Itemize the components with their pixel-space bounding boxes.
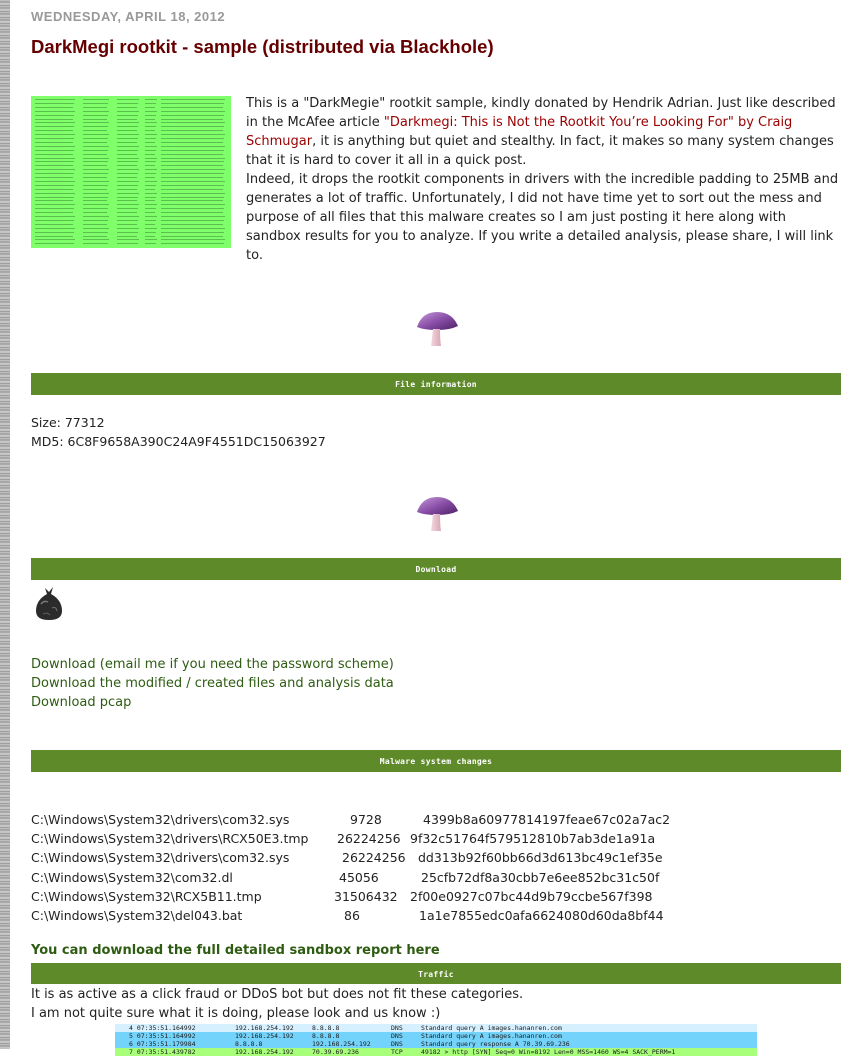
thumbnail-line	[117, 228, 139, 229]
thumbnail-line	[83, 212, 107, 213]
packet-src: 192.168.254.192	[235, 1032, 294, 1040]
list-item	[31, 868, 771, 887]
packet-proto: DNS	[391, 1040, 403, 1048]
list-item	[31, 848, 771, 867]
thumbnail-line	[145, 208, 156, 209]
list-item	[31, 906, 771, 925]
thumbnail-line	[145, 232, 156, 233]
thumbnail-line	[35, 169, 75, 170]
thumbnail-line	[35, 126, 74, 127]
thumbnail-line	[117, 185, 138, 186]
thumbnail-line	[35, 161, 74, 162]
thumbnail-line	[117, 224, 137, 225]
file-path: C:\Windows\System32\com32.dl	[31, 869, 233, 885]
thumbnail-line	[161, 204, 225, 205]
thumbnail-line	[117, 197, 138, 198]
thumbnail-line	[145, 134, 157, 135]
thumbnail-line	[35, 107, 73, 108]
thumbnail-line	[83, 173, 108, 174]
thumbnail-line	[83, 154, 107, 155]
thumbnail-line	[117, 122, 139, 123]
thumbnail-line	[161, 177, 223, 178]
system-changes-header: Malware system changes	[31, 750, 841, 772]
thumbnail-line	[161, 220, 224, 221]
mushroom-icon	[414, 309, 460, 349]
packet-no-time: 7 07:35:51.439782	[129, 1048, 196, 1056]
thumbnail-line	[161, 173, 224, 174]
thumbnail-line	[117, 216, 139, 217]
thumbnail-line	[117, 165, 137, 166]
thumbnail-line	[83, 232, 108, 233]
thumbnail-line	[83, 119, 107, 120]
file-hash: 9f32c51764f579512810b7ab3de1a91a	[410, 831, 656, 847]
file-size: 45056	[339, 869, 379, 885]
thumbnail-line	[145, 161, 156, 162]
thumbnail-line	[145, 193, 157, 194]
screenshot-thumbnail[interactable]	[31, 96, 231, 248]
packet-row	[115, 1024, 757, 1032]
thumbnail-line	[35, 138, 74, 139]
thumbnail-line	[35, 200, 73, 201]
thumbnail-line	[83, 204, 109, 205]
thumbnail-line	[35, 193, 75, 194]
thumbnail-line	[83, 185, 108, 186]
file-info	[31, 413, 326, 451]
traffic-header: Traffic	[31, 963, 841, 984]
packet-proto: DNS	[391, 1024, 403, 1032]
thumbnail-line	[117, 220, 138, 221]
thumbnail-line	[145, 154, 155, 155]
thumbnail-line	[83, 99, 109, 100]
thumbnail-line	[161, 138, 224, 139]
thumbnail-line	[145, 103, 156, 104]
thumbnail-line	[161, 99, 225, 100]
thumbnail-line	[35, 212, 73, 213]
thumbnail-line	[161, 107, 223, 108]
download-files-link[interactable]: Download the modified / created files and analysis data	[31, 676, 394, 691]
thumbnail-line	[35, 224, 73, 225]
thumbnail-line	[35, 119, 73, 120]
download-sample-link[interactable]: Download (email me if you need the password scheme)	[31, 657, 394, 672]
thumbnail-line	[83, 193, 109, 194]
packet-info: Standard query response A 70.39.69.236	[421, 1040, 570, 1048]
thumbnail-line	[161, 161, 224, 162]
list-item	[31, 887, 771, 906]
thumbnail-line	[145, 158, 157, 159]
thumbnail-line	[83, 122, 109, 123]
sandbox-report-link[interactable]: You can download the full detailed sandbox report here	[31, 943, 440, 958]
file-size: 26224256	[337, 831, 401, 847]
thumbnail-line	[117, 146, 139, 147]
thumbnail-line	[145, 173, 156, 174]
file-hash: dd313b92f60bb66d3d613bc49c1ef35e	[418, 850, 663, 866]
thumbnail-line	[117, 126, 138, 127]
packet-src: 8.8.8.8	[235, 1040, 263, 1048]
thumbnail-line	[83, 142, 107, 143]
list-item	[31, 810, 771, 829]
thumbnail-line	[145, 220, 156, 221]
thumbnail-line	[117, 236, 137, 237]
file-size: 26224256	[342, 850, 406, 866]
thumbnail-line	[145, 239, 157, 240]
thumbnail-line	[83, 181, 109, 182]
file-size: Size: 77312	[31, 415, 105, 430]
mcafee-article-link[interactable]: "Darkmegi: This is Not the Rootkit You’re Looking For" by Craig Schmugar	[246, 115, 793, 149]
thumbnail-line	[117, 212, 137, 213]
thumbnail-line	[83, 107, 107, 108]
packet-src: 192.168.254.192	[235, 1024, 294, 1032]
thumbnail-line	[161, 212, 223, 213]
thumbnail-line	[35, 220, 74, 221]
packet-row	[115, 1032, 757, 1040]
thumbnail-line	[83, 177, 107, 178]
thumbnail-line	[161, 232, 224, 233]
packet-no-time: 4 07:35:51.164992	[129, 1024, 196, 1032]
packet-dst: 8.8.8.8	[312, 1024, 340, 1032]
thumbnail-line	[83, 111, 109, 112]
thumbnail-line	[83, 161, 108, 162]
thumbnail-line	[83, 138, 108, 139]
thumbnail-line	[161, 193, 225, 194]
thumbnail-line	[83, 165, 107, 166]
thumbnail-line	[35, 134, 75, 135]
thumbnail-line	[83, 130, 107, 131]
thumbnail-line	[161, 224, 223, 225]
thumbnail-line	[117, 243, 138, 244]
thumbnail-line	[145, 119, 155, 120]
thumbnail-line	[117, 239, 139, 240]
thumbnail-line	[35, 181, 75, 182]
thumbnail-line	[145, 189, 155, 190]
download-header: Download	[31, 558, 841, 580]
thumbnail-line	[161, 189, 223, 190]
thumbnail-line	[145, 138, 156, 139]
file-hash: 25cfb72df8a30cbb7e6ee852bc31c50f	[421, 869, 660, 885]
packet-info: 49182 > http [SYN] Seq=0 Win=8192 Len=0 MSS=1460 WS=4 SACK_PERM=1	[421, 1048, 676, 1056]
thumbnail-line	[35, 208, 74, 209]
thumbnail-line	[145, 122, 157, 123]
thumbnail-line	[145, 177, 155, 178]
thumbnail-line	[161, 243, 224, 244]
thumbnail-line	[117, 177, 137, 178]
thumbnail-line	[117, 193, 139, 194]
file-md5: MD5: 6C8F9658A390C24A9F4551DC15063927	[31, 434, 326, 449]
packet-row	[115, 1048, 757, 1056]
thumbnail-line	[117, 173, 138, 174]
thumbnail-line	[117, 161, 138, 162]
thumbnail-line	[117, 111, 139, 112]
thumbnail-line	[117, 142, 137, 143]
thumbnail-line	[161, 146, 225, 147]
file-size: 86	[344, 907, 360, 923]
thumbnail-line	[35, 158, 75, 159]
intro-text	[246, 94, 840, 265]
thumbnail-line	[35, 150, 74, 151]
thumbnail-line	[145, 236, 155, 237]
thumbnail-line	[83, 228, 109, 229]
thumbnail-line	[117, 204, 139, 205]
thumbnail-line	[145, 228, 157, 229]
thumbnail-line	[35, 216, 75, 217]
thumbnail-line	[161, 208, 224, 209]
thumbnail-line	[35, 232, 74, 233]
file-size: 31506432	[334, 888, 398, 904]
thumbnail-line	[35, 111, 75, 112]
thumbnail-line	[117, 130, 137, 131]
thumbnail-line	[83, 126, 108, 127]
thumbnail-line	[145, 150, 156, 151]
intro-paragraph-1-end: , it is anything but quiet and stealthy. In fact, it makes so many system changes that it is hard to cover it all in a quick post.	[246, 134, 834, 168]
thumbnail-line	[145, 165, 155, 166]
thumbnail-line	[145, 197, 156, 198]
thumbnail-line	[117, 232, 138, 233]
list-item	[31, 829, 771, 848]
thumbnail-line	[145, 115, 156, 116]
thumbnail-line	[83, 158, 109, 159]
thumbnail-line	[161, 200, 223, 201]
thumbnail-line	[145, 181, 157, 182]
thumbnail-line	[35, 243, 74, 244]
packet-src: 192.168.254.192	[235, 1048, 294, 1056]
file-path: C:\Windows\System32\drivers\RCX50E3.tmp	[31, 831, 309, 847]
thumbnail-line	[35, 142, 73, 143]
intro-paragraph-2: Indeed, it drops the rootkit components in drivers with the incredible padding to 25MB and generates a lot of traffic. Unfortunately, I did not have time yet to sort out the mess and purpose of all files that this malware creates so I am just posting it here along with sandbox results for you to analyze. If you write a detailed analysis, please share, I will link to.	[246, 172, 839, 263]
thumbnail-line	[35, 122, 75, 123]
thumbnail-line	[161, 122, 225, 123]
thumbnail-line	[145, 111, 157, 112]
thumbnail-line	[161, 130, 223, 131]
thumbnail-line	[83, 216, 109, 217]
thumbnail-line	[117, 103, 138, 104]
thumbnail-line	[145, 99, 157, 100]
thumbnail-line	[145, 212, 155, 213]
file-path: C:\Windows\System32\del043.bat	[31, 907, 243, 923]
thumbnail-line	[145, 142, 155, 143]
thumbnail-line	[35, 197, 74, 198]
thumbnail-line	[83, 146, 109, 147]
thumbnail-line	[35, 154, 73, 155]
thumbnail-line	[83, 239, 109, 240]
thumbnail-line	[117, 119, 137, 120]
thumbnail-line	[145, 130, 155, 131]
thumbnail-line	[117, 115, 138, 116]
thumbnail-line	[35, 115, 74, 116]
packet-no-time: 5 07:35:51.164992	[129, 1032, 196, 1040]
thumbnail-line	[161, 142, 223, 143]
thumbnail-line	[35, 189, 73, 190]
thumbnail-line	[117, 158, 139, 159]
post-date: WEDNESDAY, APRIL 18, 2012	[31, 9, 226, 24]
thumbnail-line	[161, 165, 223, 166]
thumbnail-line	[117, 154, 137, 155]
post-title[interactable]: DarkMegi rootkit - sample (distributed via Blackhole)	[31, 36, 494, 57]
thumbnail-line	[145, 169, 157, 170]
thumbnail-line	[83, 169, 109, 170]
thumbnail-line	[35, 130, 73, 131]
packet-proto: TCP	[391, 1048, 403, 1056]
thumbnail-line	[161, 126, 224, 127]
thumbnail-line	[83, 134, 109, 135]
download-pcap-link[interactable]: Download pcap	[31, 695, 132, 710]
thumbnail-line	[161, 115, 224, 116]
thumbnail-line	[117, 138, 138, 139]
thumbnail-line	[161, 154, 223, 155]
thumbnail-line	[145, 185, 156, 186]
thumbnail-line	[117, 200, 137, 201]
thumbnail-line	[83, 150, 108, 151]
thumbnail-line	[145, 216, 157, 217]
thumbnail-line	[35, 146, 75, 147]
thumbnail-line	[83, 220, 108, 221]
packet-capture-image	[115, 1024, 757, 1056]
thumbnail-line	[83, 200, 107, 201]
thumbnail-line	[145, 204, 157, 205]
thumbnail-line	[161, 158, 225, 159]
traffic-line-2: I am not quite sure what it is doing, please look and us know :)	[31, 1006, 441, 1021]
file-hash: 4399b8a60977814197feae67c02a7ac2	[423, 812, 671, 827]
thumbnail-line	[145, 107, 155, 108]
thumbnail-line	[117, 134, 139, 135]
thumbnail-line	[35, 239, 75, 240]
packet-row	[115, 1040, 757, 1048]
thumbnail-line	[35, 177, 73, 178]
thumbnail-line	[35, 99, 75, 100]
thumbnail-line	[35, 165, 73, 166]
packet-proto: DNS	[391, 1032, 403, 1040]
file-size: 9728	[350, 812, 382, 827]
file-path: C:\Windows\System32\RCX5B11.tmp	[31, 888, 262, 904]
file-hash: 2f00e0927c07bc44d9b79ccbe567f398	[410, 888, 653, 904]
thumbnail-line	[117, 208, 138, 209]
thumbnail-line	[35, 236, 73, 237]
thumbnail-line	[161, 239, 225, 240]
thumbnail-line	[145, 224, 155, 225]
thumbnail-line	[161, 236, 223, 237]
intro-paragraph-1: This is a "DarkMegie" rootkit sample, kindly donated by Hendrik Adrian. Just like described in the McAfee article	[246, 96, 836, 130]
traffic-line-1: It is as active as a click fraud or DDoS bot but does not fit these categories.	[31, 987, 524, 1002]
page-left-border	[0, 0, 10, 1049]
thumbnail-line	[161, 181, 225, 182]
thumbnail-line	[161, 185, 224, 186]
packet-no-time: 6 07:35:51.179984	[129, 1040, 196, 1048]
thumbnail-line	[117, 189, 137, 190]
thumbnail-line	[117, 181, 139, 182]
thumbnail-line	[35, 185, 74, 186]
mushroom-icon	[414, 494, 460, 534]
file-path: C:\Windows\System32\drivers\com32.sys	[31, 850, 290, 866]
packet-dst: 192.168.254.192	[312, 1040, 371, 1048]
packet-dst: 70.39.69.236	[312, 1048, 359, 1056]
garbage-bag-icon[interactable]	[32, 584, 66, 622]
thumbnail-line	[35, 103, 74, 104]
thumbnail-line	[145, 243, 156, 244]
thumbnail-line	[35, 204, 75, 205]
thumbnail-line	[161, 150, 224, 151]
thumbnail-line	[117, 99, 139, 100]
file-path: C:\Windows\System32\drivers\com32.sys	[31, 812, 290, 827]
traffic-description	[31, 985, 523, 1023]
packet-info: Standard query A images.hananren.com	[421, 1032, 562, 1040]
thumbnail-line	[145, 126, 156, 127]
thumbnail-line	[161, 103, 224, 104]
thumbnail-line	[35, 173, 74, 174]
thumbnail-line	[161, 119, 223, 120]
thumbnail-line	[161, 111, 225, 112]
thumbnail-line	[83, 208, 108, 209]
thumbnail-line	[145, 146, 157, 147]
thumbnail-line	[35, 228, 75, 229]
system-changes-list	[31, 810, 771, 925]
file-information-header: File information	[31, 373, 841, 395]
thumbnail-line	[161, 216, 225, 217]
thumbnail-line	[145, 200, 155, 201]
thumbnail-line	[117, 150, 138, 151]
file-hash: 1a1e7855edc0afa6624080d60da8bf44	[419, 907, 664, 923]
thumbnail-line	[83, 224, 107, 225]
thumbnail-line	[83, 115, 108, 116]
thumbnail-line	[83, 189, 107, 190]
thumbnail-line	[161, 169, 225, 170]
thumbnail-line	[161, 228, 225, 229]
thumbnail-line	[161, 197, 224, 198]
download-links	[31, 655, 394, 712]
thumbnail-line	[83, 197, 108, 198]
thumbnail-line	[83, 236, 107, 237]
thumbnail-line	[117, 169, 139, 170]
thumbnail-line	[117, 107, 137, 108]
thumbnail-line	[161, 134, 225, 135]
thumbnail-line	[83, 103, 108, 104]
packet-dst: 8.8.8.8	[312, 1032, 340, 1040]
thumbnail-line	[83, 243, 108, 244]
packet-info: Standard query A images.hananren.com	[421, 1024, 562, 1032]
